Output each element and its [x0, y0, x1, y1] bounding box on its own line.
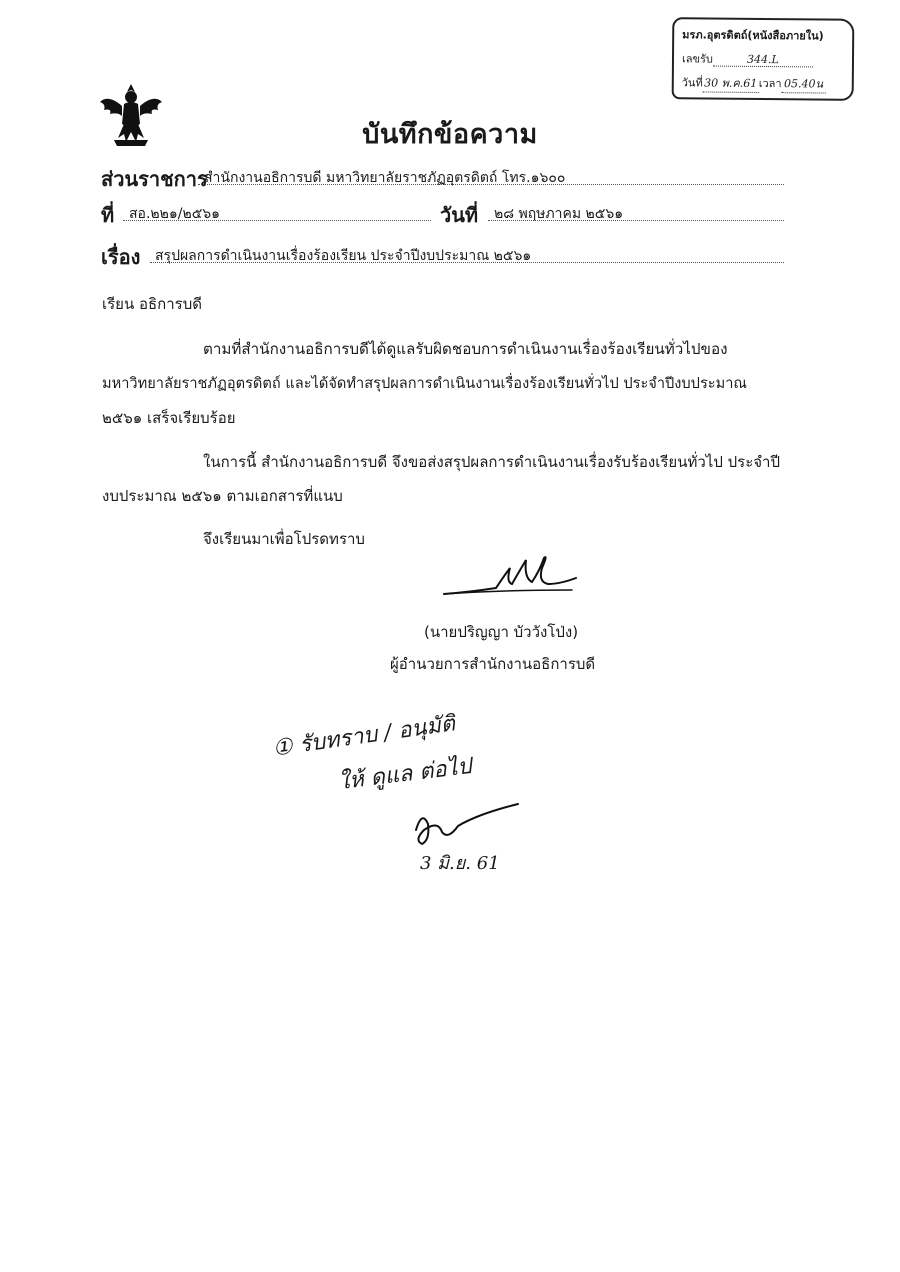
department-label: ส่วนราชการ	[101, 167, 208, 191]
para2-line2: งบประมาณ ๒๕๖๑ ตามเอกสารที่แนบ	[102, 487, 343, 505]
para1-line3: ๒๕๖๑ เสร็จเรียบร้อย	[102, 409, 236, 427]
stamp-receipt-row	[682, 49, 813, 68]
ref-label: ที่	[101, 203, 115, 227]
para1-line2: มหาวิทยาลัยราชภัฏอุตรดิตถ์ และได้จัดทำสรุปผลการดำเนินงานเรื่องร้องเรียนทั่วไป ประจำปีงบประมาณ	[102, 375, 747, 392]
stamp-receipt-number: 344.L	[713, 53, 813, 68]
handwritten-date: 3 มิ.ย. 61	[420, 853, 500, 874]
handwritten-note-line1: ① รับทราบ / อนุมัติ	[271, 711, 457, 762]
closing-line: จึงเรียนมาเพื่อโปรดทราบ	[203, 530, 365, 548]
para1-line1: ตามที่สำนักงานอธิการบดีได้ดูแลรับผิดชอบการดำเนินงานเรื่องร้องเรียนทั่วไปของ	[203, 340, 728, 358]
date-value: ๒๘ พฤษภาคม ๒๕๖๑	[494, 206, 624, 222]
signer-position: ผู้อำนวยการสำนักงานอธิการบดี	[390, 655, 596, 673]
department-value: สำนักงานอธิการบดี มหาวิทยาลัยราชภัฏอุตรดิตถ์ โทร.๑๖๐๐	[204, 170, 566, 186]
stamp-date-row	[682, 73, 826, 93]
receipt-stamp	[672, 17, 855, 101]
date-label: วันที่	[440, 203, 479, 227]
subject-value: สรุปผลการดำเนินงานเรื่องร้องเรียน ประจำปีงบประมาณ ๒๕๖๑	[155, 248, 532, 264]
signer-name: (นายปริญญา บัววังโป่ง)	[424, 623, 579, 641]
handwritten-initials	[408, 800, 528, 850]
handwritten-note-line2: ให้ ดูแล ต่อไป	[337, 753, 473, 796]
subject-label: เรื่อง	[101, 245, 141, 269]
signature-mark	[440, 548, 580, 604]
memo-title: บันทึกข้อความ	[362, 119, 538, 150]
salutation: เรียน อธิการบดี	[102, 295, 202, 313]
stamp-time-value: 05.40น	[782, 74, 826, 93]
para2-line1: ในการนี้ สำนักงานอธิการบดี จึงขอส่งสรุปผลการดำเนินงานเรื่องรับร้องเรียนทั่วไป ประจำปี	[203, 453, 780, 471]
stamp-date-value: 30 พ.ค.61	[703, 73, 759, 92]
ref-value: สอ.๒๒๑/๒๕๖๑	[129, 206, 221, 222]
stamp-receipt-label: เลขรับ	[681, 52, 713, 66]
stamp-time-label: เวลา	[758, 76, 782, 91]
stamp-office: มรภ.อุตรดิตถ์(หนังสือภายใน)	[682, 28, 824, 43]
stamp-date-label: วันที่	[681, 76, 703, 90]
